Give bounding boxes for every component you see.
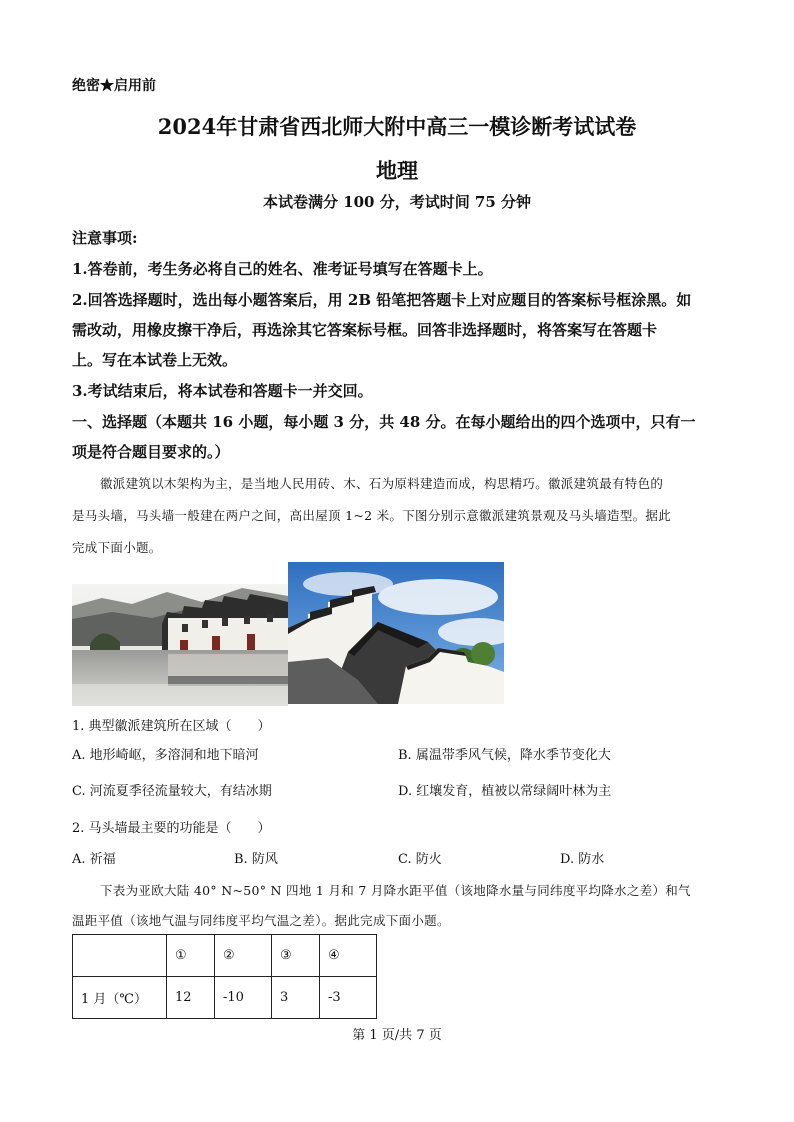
table-header-cell: ④ (320, 935, 377, 977)
secret-label: 绝密★启用前 (72, 78, 156, 94)
q1-option-d: D. 红壤发育，植被以常绿阔叶林为主 (398, 784, 612, 799)
passage1-line-2: 是马头墙，马头墙一般建在两户之间，高出屋顶 1~2 米。下图分别示意徽派建筑景观及马头墙造型。据此 (72, 508, 672, 523)
climate-anomaly-table (72, 934, 377, 1019)
q2-stem: 2. 马头墙最主要的功能是（ ） (72, 821, 271, 836)
q2-option-a: A. 祈福 (72, 852, 116, 867)
q1-option-b: B. 属温带季风气候，降水季节变化大 (398, 748, 611, 763)
huizhou-village-photo (72, 584, 288, 706)
table-cell: -3 (320, 977, 377, 1019)
page-footer: 第 1 页/共 7 页 (352, 1028, 442, 1043)
table-header-cell (73, 935, 167, 977)
q2-option-b: B. 防风 (234, 852, 278, 867)
notice-item-2-line-1: 2.回答选择题时，选出每小题答案后，用 2B 铅笔把答题卡上对应题目的答案标号框涂黑。如 (72, 291, 692, 309)
subject-title: 地理 (376, 158, 418, 183)
notice-item-2-line-2: 需改动，用橡皮擦干净后，再选涂其它答案标号框。回答非选择题时，将答案写在答题卡 (72, 321, 658, 339)
score-time-note: 本试卷满分 100 分，考试时间 75 分钟 (262, 193, 532, 211)
table-cell: 3 (272, 977, 320, 1019)
q1-stem: 1. 典型徽派建筑所在区域（ ） (72, 719, 271, 734)
q2-option-d: D. 防水 (560, 852, 605, 867)
table-row (73, 977, 377, 1019)
passage2-line-1: 下表为亚欧大陆 40° N~50° N 四地 1 月和 7 月降水距平值（该地降水量与同纬度平均降水之差）和气 (100, 883, 691, 898)
q2-option-c: C. 防火 (398, 852, 442, 867)
notice-item-1: 1.答卷前，考生务必将自己的姓名、准考证号填写在答题卡上。 (72, 260, 493, 278)
passage1-line-3: 完成下面小题。 (72, 540, 162, 555)
table-header-cell: ③ (272, 935, 320, 977)
notice-item-3: 3.考试结束后，将本试卷和答题卡一并交回。 (72, 382, 373, 400)
table-cell: -10 (215, 977, 272, 1019)
notice-item-2-line-3: 上。写在本试卷上无效。 (72, 351, 238, 369)
table-cell: 12 (167, 977, 215, 1019)
horse-head-wall-photo (288, 562, 504, 704)
passage2-line-2: 温距平值（该地气温与同纬度平均气温之差）。据此完成下面小题。 (72, 913, 450, 928)
exam-title: 2024年甘肃省西北师大附中高三一模诊断考试试卷 (157, 114, 637, 139)
table-header-row (73, 935, 377, 977)
section-heading-line-1: 一、选择题（本题共 16 小题，每小题 3 分，共 48 分。在每小题给出的四个选项中，只有一 (72, 413, 696, 431)
table-header-cell: ① (167, 935, 215, 977)
table-header-cell: ② (215, 935, 272, 977)
notice-heading: 注意事项: (72, 229, 138, 247)
passage1-line-1: 徽派建筑以木架构为主，是当地人民用砖、木、石为原料建造而成，构思精巧。徽派建筑最有特色的 (100, 476, 664, 491)
table-cell: 1 月（℃） (73, 977, 167, 1019)
q1-option-a: A. 地形崎岖，多溶洞和地下暗河 (72, 748, 259, 763)
q1-option-c: C. 河流夏季径流量较大，有结冰期 (72, 784, 272, 799)
section-heading-line-2: 项是符合题目要求的。） (72, 443, 230, 461)
